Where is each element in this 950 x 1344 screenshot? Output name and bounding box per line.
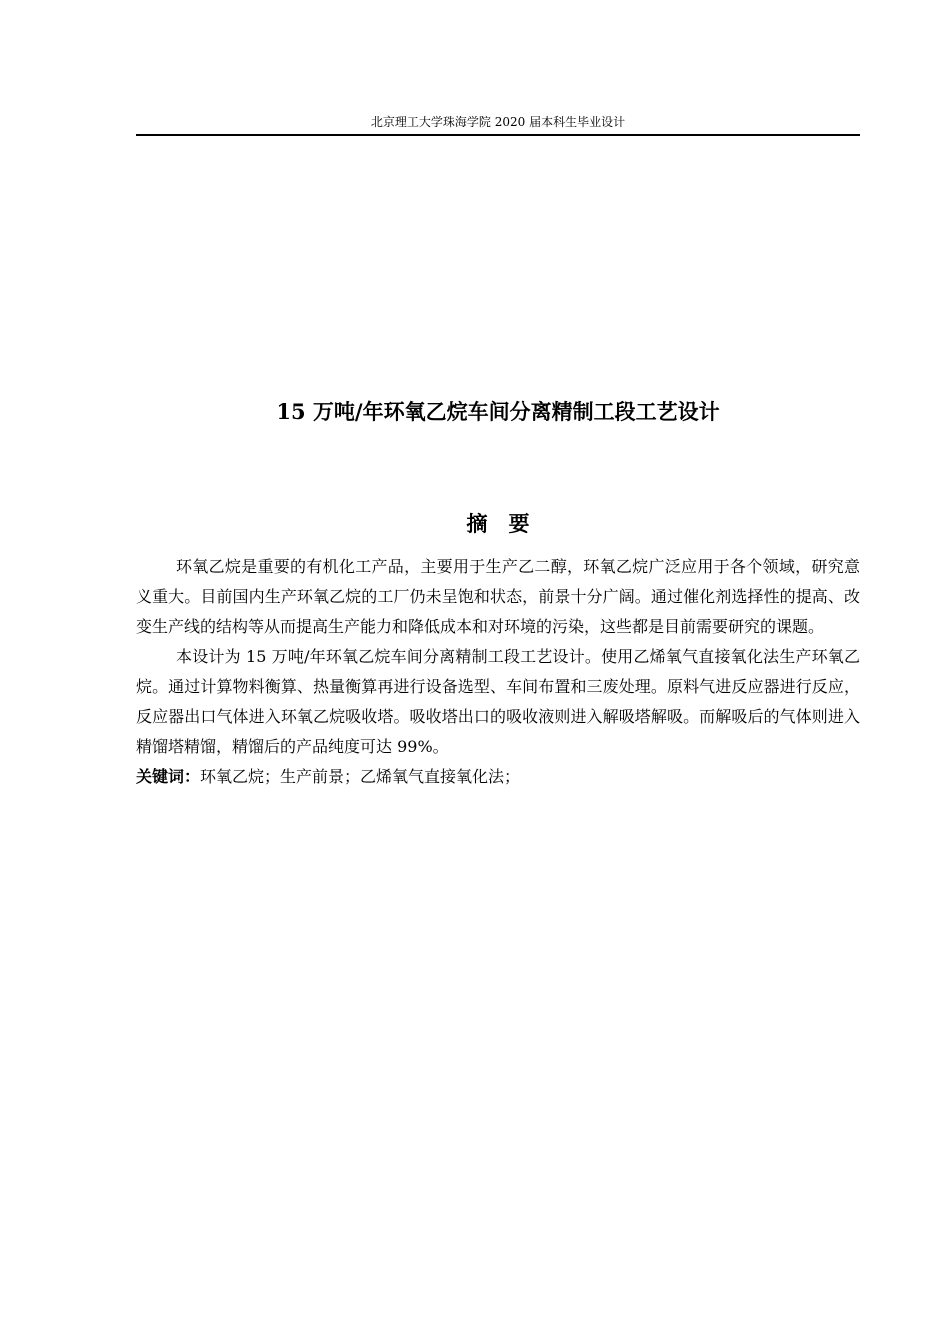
thesis-title: 15 万吨/年环氧乙烷车间分离精制工段工艺设计	[276, 399, 720, 424]
keywords-label: 关键词：	[136, 767, 201, 786]
keywords-line	[136, 762, 860, 792]
abstract-paragraph-2: 本设计为 15 万吨/年环氧乙烷车间分离精制工段工艺设计。使用乙烯氧气直接氧化法生产环氧乙烷。通过计算物料衡算、热量衡算再进行设备选型、车间布置和三废处理。原料气进反应器进行反应，反应器出口气体进入环氧乙烷吸收塔。吸收塔出口的吸收液则进入解吸塔解吸。而解吸后的气体则进入精馏塔精馏，精馏后的产品纯度可达 99%。	[136, 647, 860, 756]
abstract-heading: 摘要	[466, 511, 551, 536]
abstract-paragraph-1: 环氧乙烷是重要的有机化工产品，主要用于生产乙二醇，环氧乙烷广泛应用于各个领域，研究意义重大。目前国内生产环氧乙烷的工厂仍未呈饱和状态，前景十分广阔。通过催化剂选择性的提高、改变生产线的结构等从而提高生产能力和降低成本和对环境的污染，这些都是目前需要研究的课题。	[136, 557, 860, 636]
abstract-body	[136, 552, 860, 792]
page-header	[136, 114, 860, 136]
header-text: 北京理工大学珠海学院 2020 届本科生毕业设计	[370, 115, 626, 129]
keywords-text: 环氧乙烷；生产前景；乙烯氧气直接氧化法；	[200, 767, 521, 786]
